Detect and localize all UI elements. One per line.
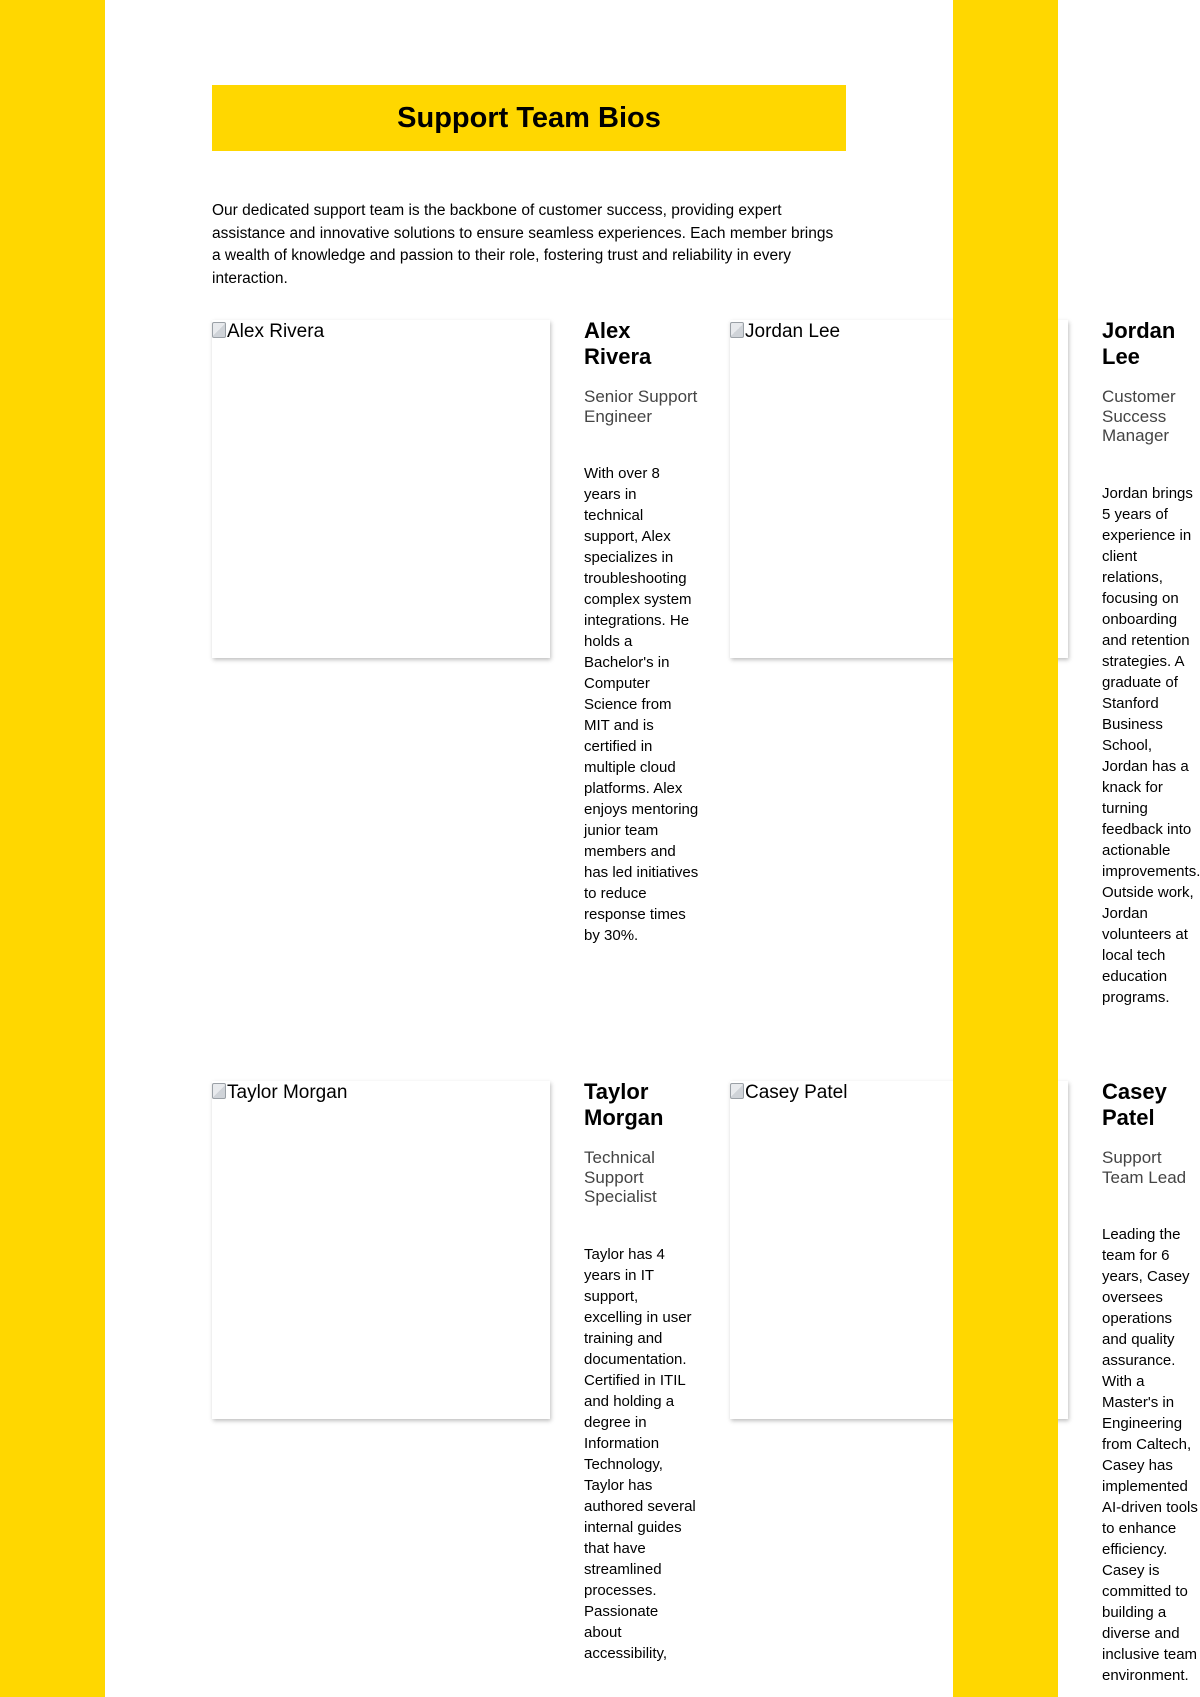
member-bio-text: With over 8 years in technical support, Alex specializes in troubleshooting complex system integrations. He holds a Bachelor's in Computer Science from MIT and is certified in multiple cloud platforms. Alex enjoys mentoring junior team members and has led initiatives to reduce response times by 30%. <box>584 465 699 944</box>
member-name: Casey Patel <box>1102 1079 1167 1130</box>
member-name: Jordan Lee <box>1102 318 1176 369</box>
page-title: Support Team Bios <box>397 101 661 134</box>
member-bio-alex-rivera <box>584 318 699 946</box>
photo-alt-text: Casey Patel <box>745 1082 848 1103</box>
member-name: Alex Rivera <box>584 318 652 369</box>
member-bio-text: Leading the team for 6 years, Casey oversees operations and quality assurance. With a Master's in Engineering from Caltech, Casey has implemented AI-driven tools to enhance efficiency. Casey is committed to building a diverse and inclusive team environment. <box>1102 1226 1198 1684</box>
member-role: Customer Success Manager <box>1102 387 1176 445</box>
member-role: Technical Support Specialist <box>584 1148 657 1206</box>
member-role: Senior Support Engineer <box>584 387 698 426</box>
member-photo-taylor-morgan <box>212 1081 550 1419</box>
member-bio-text: Jordan brings 5 years of experience in client relations, focusing on onboarding and retention strategies. A graduate of Stanford Business School, Jordan has a knack for turning feedback into actionable improvements. Outside work, Jordan volunteers at local tech education programs. <box>1102 484 1200 1006</box>
photo-alt-text: Taylor Morgan <box>227 1082 348 1103</box>
broken-image-icon <box>212 1083 226 1099</box>
broken-image-icon <box>730 322 744 338</box>
photo-alt-text: Jordan Lee <box>745 321 841 342</box>
broken-image-icon <box>730 1083 744 1099</box>
member-photo-alex-rivera <box>212 320 550 658</box>
page-title-banner <box>212 85 846 151</box>
member-role: Support Team Lead <box>1102 1148 1187 1187</box>
member-bio-casey-patel <box>1102 1079 1200 1686</box>
member-bio-text: Taylor has 4 years in IT support, excelling in user training and documentation. Certified in ITIL and holding a degree in Information Technology, Taylor has authored several internal guides that have streamlined processes. Passionate about accessibility, <box>584 1245 696 1662</box>
member-bio-taylor-morgan <box>584 1079 699 1664</box>
intro-paragraph: Our dedicated support team is the backbone of customer success, providing expert assistance and innovative solutions to ensure seamless experiences. Each member brings a wealth of knowledge and passion to their role, fostering trust and reliability in every interaction. <box>212 202 834 287</box>
member-name: Taylor Morgan <box>584 1079 664 1130</box>
member-bio-jordan-lee <box>1102 318 1200 1008</box>
right-accent-stripe <box>953 0 1058 1697</box>
left-accent-stripe <box>0 0 105 1697</box>
broken-image-icon <box>212 322 226 338</box>
photo-alt-text: Alex Rivera <box>227 321 325 342</box>
